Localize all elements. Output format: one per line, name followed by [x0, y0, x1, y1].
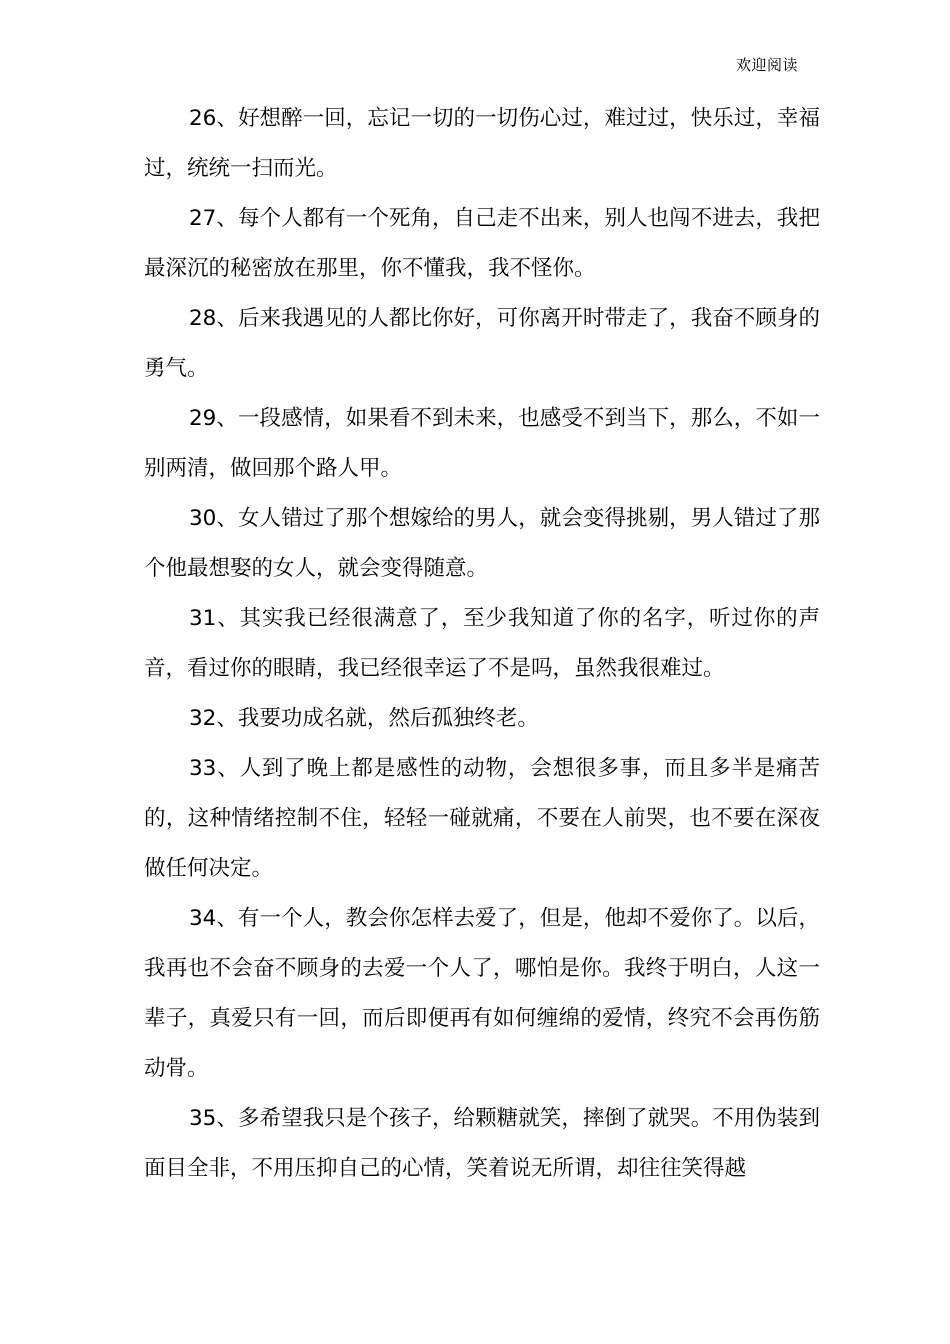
paragraph-31: 31、其实我已经很满意了，至少我知道了你的名字，听过你的声音，看过你的眼睛，我已经很幸运了不是吗，虽然我很难过。: [144, 606, 820, 681]
paragraph-34: 34、有一个人，教会你怎样去爱了，但是，他却不爱你了。以后，我再也不会奋不顾身的去爱一个人了，哪怕是你。我终于明白，人这一辈子，真爱只有一回，而后即便再有如何缠绵的爱情，终究不会再伤筋动骨。: [144, 906, 820, 1081]
header-note: 欢迎阅读: [735, 56, 798, 74]
paragraph-26: 26、好想醉一回，忘记一切的一切伤心过，难过过，快乐过，幸福过，统统一扫而光。: [144, 106, 820, 181]
paragraph-27: 27、每个人都有一个死角，自己走不出来，别人也闯不进去，我把最深沉的秘密放在那里，你不懂我，我不怪你。: [144, 206, 820, 281]
paragraph-32: 32、我要功成名就，然后孤独终老。: [189, 706, 539, 731]
paragraph-33: 33、人到了晚上都是感性的动物，会想很多事，而且多半是痛苦的，这种情绪控制不住，轻轻一碰就痛，不要在人前哭，也不要在深夜做任何决定。: [144, 756, 820, 881]
paragraph-35: 35、多希望我只是个孩子，给颗糖就笑，摔倒了就哭。不用伪装到面目全非，不用压抑自己的心情，笑着说无所谓，却往往笑得越: [144, 1106, 820, 1181]
paragraph-28: 28、后来我遇见的人都比你好，可你离开时带走了，我奋不顾身的勇气。: [144, 306, 820, 381]
paragraph-29: 29、一段感情，如果看不到未来，也感受不到当下，那么，不如一别两清，做回那个路人甲。: [144, 406, 820, 481]
document-body: [144, 94, 820, 1194]
paragraph-30: 30、女人错过了那个想嫁给的男人，就会变得挑剔，男人错过了那个他最想娶的女人，就会变得随意。: [144, 506, 820, 581]
